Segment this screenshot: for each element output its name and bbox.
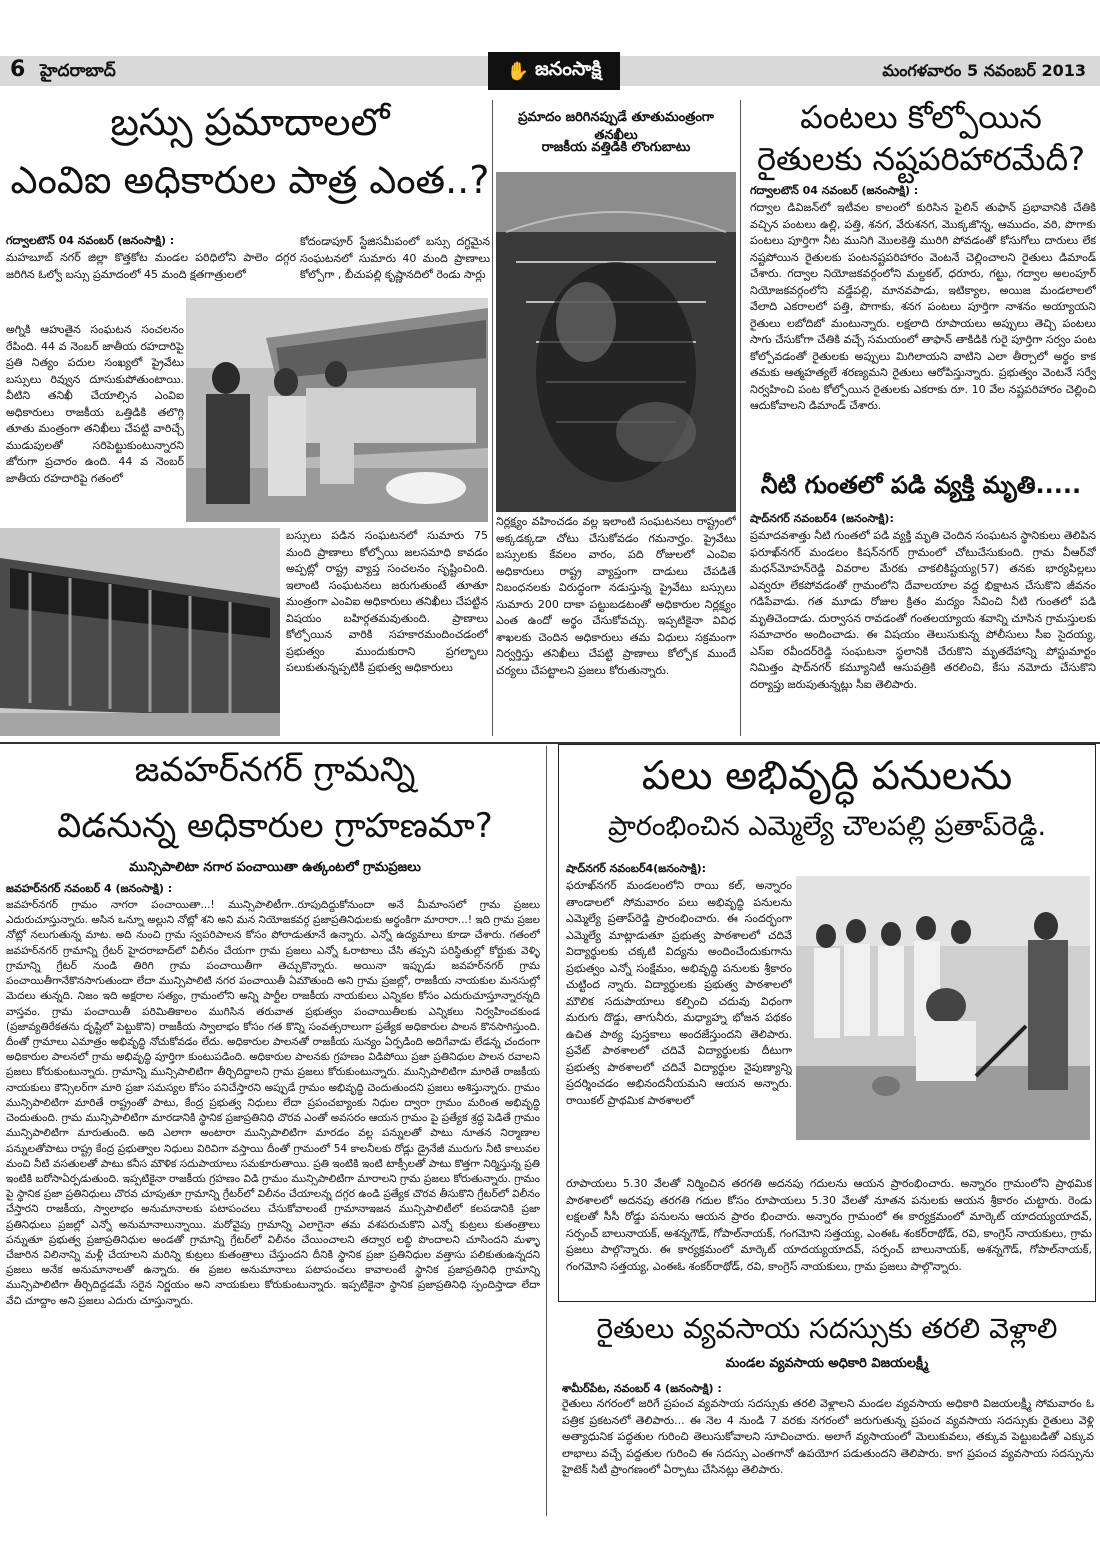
- mla-ground-breaking-photo: [796, 876, 1090, 1140]
- newspaper-logo: [488, 52, 620, 90]
- bus-body-4: నిర్లక్ష్యం వహించడం వల్ల ఇలాంటి సంఘటనలు రాష్ట్రంలో అక్కడక్కడా చోటు చేసుకోవడం గమనార్హం. ప్రైవేటు బస్సులకు కేవలం వారం, పది రోజులలో ఎంవిఐ అధికారులు రాష్ట్ర వ్యాప్తంగా దాడులు చేపడితే నిబంధనలకు విరుద్ధంగా నడుస్తున్న ప్రైవేటు బస్సులు సుమారు 200 దాకా పట్టుబడటంతో అధికారుల నిర్లక్ష్యం ఎంత ఉందో అర్థం చేసుకోవచ్చు. ఇప్పటికైనా వివిధ శాఖలకు చెందిన అధికారులు తమ విధులు సక్రమంగా నిర్వర్తిస్తు తనిఖీలు చేపట్టి ప్రాణాలు కోల్పోక ముందే చర్యలు చేపట్టాలని ప్రజలు కోరుతున్నారు.: [496, 515, 736, 677]
- issue-date: మంగళవారం 5 నవంబర్ 2013: [882, 61, 1086, 80]
- agri-dateline: శామీర్‌పేట, నవంబర్ 4 (జనంసాక్షి) :: [562, 1382, 722, 1395]
- jawaharnagar-headline-1: జవహర్‌నగర్ గ్రామన్ని: [134, 750, 416, 790]
- drowning-dateline: షాద్‌నగర్ నవంబర్4 (జనంసాక్షి):: [750, 512, 894, 525]
- bus-headline-1: బ్రస్సు ప్రమాదాలలో: [110, 100, 390, 144]
- column-rule: [740, 100, 741, 736]
- agri-headline: రైతులు వ్యవసాయ సదస్సుకు తరలి వెళ్లాలి: [596, 1312, 1058, 1345]
- mla-body-2: రూపాయలు 5.30 వేలతో నిర్మించిన తరగతి అదనపు గదులను ఆయన ప్రారంభించారు. అన్నారం గ్రామంలోని ప్రాథమిక పాఠశాలలో అదనపు తరగతి గదుల కోసం రూపాయలు 5.30 వేలతో నూతన పనులకు ఆయన శ్రీకారం చుట్టారు. రెండు లక్షలతో సీసీ రోడ్డు పనులను ఆయన ప్రారం భించారు. అన్నారం గ్రామంలో ఈ కార్యక్రమంలో మార్కెట్ యాదయ్యయాదవ్, సర్పంచ్ బాలునాయక్, అశన్నగౌడ్, గోపాల్‌నాయక్, గంగమోని సత్తయ్య, ఎంఈఓ శంకర్‌రాథోడ్, రవి, కాంగ్రెస్ నాయకులు, గ్రామ ప్రజలు పాల్గొన్నారు. ఈ కార్యక్రమంలో మార్కెట్ యాదయ్యయాదవ్, సర్పంచ్ బాలునాయక్, అశన్నగౌడ్, గోపాల్‌నాయక్, గంగమోని సత్తయ్య, ఎంఈఓ శంకర్‌రాథోడ్, రవి, కాంగ్రెస్ నాయకులు, గ్రామ ప్రజలు పాల్గొన్నారు.: [566, 1177, 1092, 1273]
- bus-headline-2: ఎంవిఐ అధికారుల పాత్ర ఎంత..?: [10, 158, 490, 202]
- bus-body-3: బస్సులు పడిన సంఘటనలో సుమారు 75 మంది ప్రాణాలు కోల్పోయి జలసమాధి కావడం అప్పట్లో రాష్ట్ర వ్యాప్త సంచలనం సృష్టించింది. ఇలాంటి సంఘటనలు జరుగుతుంటే తూతూ మంత్రంగా ఎంవిఐ అధికారులు తనిఖీలు చేపట్టిన విషయం బహిర్గతమవుతుంది. ప్రాణాలు కోల్పోయిన వారికి సహకారమందించడంలో ప్రభుత్వం ముందుకురాని ప్రగల్భాలు పలుకుతున్నప్పటికీ ప్రభుత్వ అధికారులు: [286, 529, 488, 674]
- bus-body-2: అగ్నికి ఆహుతైన సంఘటన సంచలనం రేపింది. 44 వ నెంబర్ జాతీయ రహదారిపై ప్రతి నిత్యం పదుల సంఖ్యలో ప్రైవేటు బస్సులు రివ్వున దూసుకుపోతుంటాయి. వీటిని తనిఖీ చేయాల్సిన ఎంవిఐ అధికారులు రాజకీయ ఒత్తిడికి తలొగ్గి తూతు మంత్రంగా తనిఖీలు చేపట్టి వారిచ్చే ముడుపులతో సరిపెట్టుకుంటున్నారని జోరుగా ప్రచారం ఉంది. 44 వ నెంబర్ జాతీయ రహదారిపై గతంలో: [6, 323, 184, 485]
- farmers-dateline: గద్వాలటౌన్ 04 నవంబర్ (జనంసాక్షి) :: [750, 184, 919, 197]
- page-number: 6: [10, 57, 26, 82]
- edition-city: హైదరాబాద్: [40, 61, 116, 81]
- farmers-headline-1: పంటలు కోల్పోయిన: [800, 98, 1042, 136]
- mla-headline-2: ప్రారంభించిన ఎమ్మెల్యే చౌలపల్లి ప్రతాప్‌రెడ్డి.: [607, 811, 1047, 842]
- agri-body: రైతులు నగరంలో జరిగే ప్రపంచ వ్యవసాయ సదస్సుకు తరలి వెళ్లాలని మండల వ్యవసాయ అధికారి విజయలక్ష్మీ సోమవారం ఓ పత్రిక ప్రకటనలో తెలిపారు... ఈ నెల 4 నుండి 7 వరకు నగరంలో జరుగుతున్న ప్రపంచ వ్యవసాయ సదస్సుకు రైతులు వెళ్లి అత్యాధునిక పద్ధతుల గురించి తెలుసుకోవాలని సూచించారు. అలాగే వ్యసాయంలో మెలుకువలు, తక్కువ పెట్టుబడితో ఎక్కువ లాభాలు వచ్చే పద్దతుల గురించి ఈ సదస్సు ఎంతగానో ఉపయోగ పడుతుందని తెలిపారు. కాగ ప్రపంచ వ్యవసాయ సదస్సును హైటెక్ సిటీ ప్రాంగణంలో ఏర్పాటు చేసినట్లు తెలిపారు.: [562, 1397, 1094, 1476]
- bus-interior-wreck-photo: [496, 172, 736, 512]
- bus-body-1b: కోదండాపూర్ స్టేజిసమీపంలో బస్సు దగ్ధమైన సంఘటనలో సుమారు 40 మంది ప్రాణాలు కోల్పోగా , బీచుపల్లి కృష్ణానదిలో రెండు సార్లు: [300, 235, 490, 281]
- agri-subhead: మండల వ్యవసాయ అధికారి విజయలక్ష్మీ: [725, 1356, 929, 1371]
- farmers-headline-2: రైతులకు నష్టపరిహారమేదీ?: [756, 140, 1086, 178]
- logo-hand-icon: ✋: [506, 60, 530, 82]
- mla-headline-1: పలు అభివృద్ధి పనులను: [641, 753, 1013, 799]
- burnt-bus-photo: [0, 528, 280, 736]
- column-rule: [546, 746, 547, 1516]
- bus-kicker-2: రాజకీయ వత్తిడికి లొంగుబాటు: [541, 140, 691, 155]
- jawaharnagar-subhead: మున్సిపాలిటా నగార పంచాయితా ఉత్కంటలో గ్రామప్రజలు: [129, 860, 421, 875]
- bus-dateline: గద్వాలటౌన్ 04 నవంబర్ (జనంసాక్షి) :: [6, 234, 175, 247]
- drowning-headline: నీటి గుంతలో పడి వ్యక్తి మృతి.....: [760, 471, 1082, 499]
- bus-body-1: మహబూబ్ నగర్ జిల్లా కొత్తకోట మండల పరిధిలోని పాలెం దగ్గర జరిగిన ఓల్వో బస్సు ప్రమాదంలో 45 మంది క్షతగాత్రులలో: [6, 251, 296, 281]
- jawaharnagar-dateline: జవహర్‌నగర్ నవంబర్ 4 (జనంసాక్షి) :: [6, 882, 173, 895]
- bus-kicker-1: ప్రమాదం జరిగినప్పుడే తూతుమంత్రంగా తనఖీలు: [518, 110, 714, 143]
- jawaharnagar-body: జవహర్‌నగర్ గ్రామం నాగరా పంచాయితా...! మున్సిపాలిటీగా..రూపుదిద్దుకోనుందా అనే మీమాంసలో గ్రామ ప్రజలు ఎదురుచూస్తున్నారు. అసిన ఒన్నూ అల్లుని నోట్లో శని అని మన నియోజకవర్గ ప్రజాప్రతినిధులకు అర్థంకిగా మారారా...! ఇది గ్రామ ప్రజల నోట్లో నలుగుతున్న మాట. అది నుంచి గ్రామ స్వపరిపాలన కోసం పోరాడుతూనే ఉన్నారు. ఎన్నో ఉద్యమాలు కూడా చేశారు. గతంలో జవహర్‌నగర్ గ్రామాన్ని గ్రేటర్ హైదరాబాద్‌లో విలీనం చేయగా గ్రామ ప్రజలు ఎన్నో ఓరాటాలు చేసి తప్పని పరిస్థితుల్లో కోర్టుకు వెళ్ళి గ్రామాన్ని గ్రేటర్ నుండి తిరిగి గ్రామ పంచాయితీగా తెచ్చుకొన్నారు. అయినా ఇప్పుడు జవహర్‌నగర్ గ్రామ పంచాయితీగానేకొనసాగుతుందా లేదా మున్సిపాలిటి నగర పంచాయితీ ఏమౌతుంది అని గ్రామ ప్రజల్లో, రాజకీయ నాయకుల మనసుల్లో మెదలు తున్నది. నిజం ఇది అక్షరాల సత్యం, గ్రామంలోని అన్ని పార్టీల రాజకీయ నాయకులు ఎన్నికల కోసం ఎదురుచూస్తూన్నారన్నది వాస్తవం. గ్రామ పంచాయితీ పరిమితికాలం ముగిసిన తరువాత ప్రభుత్వం పంచాయితీలకు ఎన్నికలు నిర్వహించకుండ (ప్రజావ్యతిరేకతను దృష్టిలో పెట్టుకొని) రాజకీయ స్వాలాభం కోసం గత కొన్ని సంవత్సరాలుగా ప్రత్యేక అధికారుల పాలన కొనసాగిస్తుంది. దీంతో గ్రామాలు ఎమాత్రం అభివృద్ధి నోచుకోవడం లేదు. అధికారుల పాలనతో రాజకీయ సున్యం ఏర్పడింది అదిగేవాడు లేడన్న చందంగా అధికారుల పాలనలో గ్రామ అభివృద్ధి పూర్తిగా కుంటుపడింది. అధికారుల పాలనకు గ్రహణం విడిపోయి ప్రజా ప్రతినిధుల పాలన రవాలని ప్రజలు కోరుకుంటున్నారు. గ్రామాన్ని మున్సిపాలిటిగా తీర్చిదిద్దాలని గ్రామ ప్రజలు కోరుకుంటున్నారు. మున్సిపాలిటిగా మారితే రాజకీయ నాయకులు కౌన్సిలర్‌గా మారి ప్రజా సమస్యల కోసం పనిచేస్తారని అప్పుడే గ్రామం అభివృద్ధి చెందుతుందని ప్రజలు అశిస్తున్నారు. గ్రామం మున్సిపాలిటిగా మారితే రాష్ట్రంతో పాటు, కేంద్ర ప్రభుత్వ నిధులు లేదా ప్రపంచబ్యాంకు నిధుల ద్వారా గ్రామం మరింత అభివృద్ధి చెందుతుంది. గ్రామ మున్సిపాలిటిగా మారడానికి స్థానిక ప్రజాప్రతినిధి చొరవ ఎంతో అవసరం ఆయన గ్రామం పై ప్రత్యేక శ్రద్ధ పెడితే గ్రామం మున్సిపాలిటిగా మారుతుంది. అది ఎలాగా అంటారా మున్సిపాలిటిగా మారడం వల్ల పన్నులతో పాటు నూతన నిర్మాణాల పన్నులతోపాటు రాష్ట్ర కేంద్ర ప్రభుత్వాల నిధులు విరివిగా వస్తాయి దీంతో గ్రామంలో 54 కాలనీలకు రోడ్లు డ్రైనేజీ మురుగు నీటి కాలువల మంచి నీటి వసతులతో పాటు కనీస మౌళిక సదుపాయాలు సమకూరుతాయి. ప్రతి ఇంటికి ఇంటి టాక్సీలతో పాటు కొత్తగా నిర్మిస్తున్న ప్రతి ఇంటికి బరోసాఏర్పడుతుంది. ఇప్పటికైనా రాజకీయ గ్రహణం విడి గ్రామం మున్సిపాలిటిగా మారాలని గ్రామ ప్రజలు కోరుతున్నారు. గ్రామం పై స్థానిక ప్రజా ప్రతినిధులు చొరవ చూపుతూ గ్రామాన్ని గ్రేటర్‌లో విలీనం చేయాలన్న దగ్గర ఉండి ప్రత్యేక చొరవ తీసుకొని గ్రేటర్‌లో విలీనం చేస్తారని రాజకీయ, స్వాలాభం అనుమానాలకు పటాపంచలు చేసుకోవాలంటే గ్రామానాఇజన మున్సిపాలిటీలో కలపడానికి ప్రజా ప్రతినిధులు ప్రజల్లో ఎన్నో అనుమానాలున్నాయి. మరోవైపు గ్రామాన్ని ఎలాగైనా తమ వశపరుచుకొని ఎన్నో కుట్రలు కుతంత్రాలు పన్నుతూ ప్రభుత్వ ప్రజాప్రతినిధుల అండతో గ్రామాన్ని గ్రేటర్‌లో విలీనం చేయించాలని తద్వార లబ్ధి పొందాలని చూసిందని మళ్ళా చేజారిన విలినాన్ని మళ్లీ చేయాలని మరిన్ని కుట్రలు కుతంత్రాలు చేస్తుందని దీనికి స్థానిక ప్రజా ప్రతినిధుల వత్తాసు పలికుతుఉన్నదని ప్రజలు అనేక అనుమానాలతో ఉన్నారు. ఈ ప్రజల అనుమానాలు పటాపంచలు కావాలంటే స్థానిక ప్రజాప్రతినిధి గ్రామాన్ని మున్సిపాలిటిగా తీర్చిదిద్దడమే సరైన నిర్ణయం అని నాయకులు కోరుకుంటున్నారు. ఇప్పటికైనా స్థానిక ప్రజాప్రతినిధి స్పందిస్తాడా లేదా వేచి చూద్దాం అని ప్రజలు ఎదురు చూస్తున్నారు.: [6, 899, 540, 1307]
- logo-text: జనంసాక్షి: [535, 57, 602, 80]
- jawaharnagar-headline-2: విడనున్న అధికారుల గ్రాహణమా?: [57, 806, 493, 846]
- farmers-body: గద్వాల డివిజన్‌లో ఇటీవల కాలంలో కురిసిన పైలిన్ తుఫాన్ ప్రభావానికి చేతికి వచ్చిన పంటలు ఉల్లి, పత్తి, శనగ, వేరుశనగ, మొక్కజొన్న, ఆముదం, వరి, పొగాకు పంటలు పూర్తిగా నీట మునిగి మొలకెత్తి మురిగి పోవడంతో కోసుగోలు దారులు లేక నష్టపోయిన రైతులకు పంటనష్టపరిహారం వెంటనే చెల్లించాలని రైతులు డిమాండ్ చేశారు. గద్వాల నియోజకవర్గంలోని మల్దకల్, ధరూరు, గట్టు, గద్వాల అలంపూర్ నియోజకవర్గంలోని వడ్డేపల్లి, మానవపాడు, ఇటిక్యాల, అయిజ మండలాలలో వేలాది ఎకరాలలో పత్తి, పొగాకు, శనగ పంటలు పూర్తిగా నాశనం అయ్యాయని రైతులు లబోదిబో మంటున్నారు. లక్షలాది రూపాయలు అప్పులు తెచ్చి పంటలు సాగు చేసుకోగా చేతికి వచ్చే సమయంలో తాఫాన్ తాకిడికి గురై పూర్తిగా సర్వం పంట కోల్పోవడంతో రైతులకు అప్పులు మిగిలాయని వాటిని ఎలా తీర్చాలో అర్థం కాక తమకు ఆత్మహత్యలే శరణ్యమని రైతులు ఆరోపిస్తున్నారు. ప్రభుత్వం వెంటనే సర్వే నిర్వహించి పంట కోల్పోయిన రైతులకు ఎకరాకు రూ. 10 వేల నష్టపరిహారం చెల్లించి ఆదుకోవాలని డిమాండ్ చేశారు.: [750, 201, 1096, 412]
- officials-inspection-photo: [186, 298, 488, 522]
- drowning-body: ప్రమాదవశాత్తు నీటి గుంతలో పడి వ్యక్తి మృతి చెందిన సంఘటన స్థానికులు తెలిపిన ఫరూఖ్‌నగర్ మండలం కిషన్‌నగర్ గ్రామంలో చోటుచేసుకుంది. గ్రామ వీఆర్‌వో మధన్‌మోహన్‌రెడ్డి వివరాల మేరకు చాకలికిష్టయ్య(57) తనకు భార్యపిల్లలు ఎవ్వరూ లేకపోవడంతో గ్రామంలోని దేవాలయాల వద్ద భిక్షాటన చేసుకొని జీవనం గడిపేవాడు. గత మూడు రోజుల క్రితం మద్యం సేవించి నీటి గుంతలో పడి మృతిచెందాడు. దుర్వాసన రావడంతో గంతలయ్యాయ శవాన్ని చూసిన గ్రామస్తులకు సమాచారం అందించాడు. ఈ విషయం తెలుసుకున్న పోలీసులు సీఐ సైదయ్య, ఎస్ఐ రవీందర్‌రెడ్డి సంఘటనా స్థలానికి చేరుకొని మృతదేహాన్ని పోస్టుమార్టం నిమిత్తం షాద్‌నగర్ కమ్యూనిటీ ఆసుపత్రికి తరలించి, కేసు నమోదు చేసుకొని దర్యాప్తు జరుపుతున్నట్లు సీఐ తెలిపారు.: [750, 529, 1096, 691]
- mla-body-1: ఫరూఖ్‌నగర్ మండలంలోని రాయి కల్, అన్నారం తాండాలలో సోమవారం పలు అభివృద్ధి పనులను ఎమ్మెల్యే ప్రతాప్‌రెడ్డి ప్రారంభించారు. ఈ సందర్భంగా ఎమ్మెల్యే మాట్లాడుతూ ప్రభుత్వ పాఠశాలలో చదివే విద్యార్థులకు చక్కటి విద్యను అందించేందుకుగాను ప్రభుత్వం ఎన్నో సంక్షేమం, అభివృద్ధి పనులకు శ్రీకారం చుట్టింద న్నారు. విద్యార్థులకు ప్రభుత్వ పాఠశాలలో మౌలిక సదుపాయాలు కల్పించి చదువు విధంగా మరుగు దొడ్డు, తాగునీరు, మధ్యాహ్న భోజన పథకం ఉచిత పాఠ్య పుస్తకాలు అందజేస్తుందని తెలిపారు. ప్రవేట్ పాఠశాలలో చదివే విద్యార్థులకు దీటుగా ప్రభుత్వ పాఠశాలలో చదివే విద్యార్థుల నైపుణ్యాన్ని ప్రదర్శించడం అభినందనీయమని ఆయన అన్నారు. రాయికల్ ప్రాథమిక పాఠశాలలో: [566, 879, 792, 1107]
- mla-dateline: షాద్‌నగర్ నవంబర్4(జనంసాక్షి):: [566, 862, 707, 875]
- column-rule: [492, 100, 493, 736]
